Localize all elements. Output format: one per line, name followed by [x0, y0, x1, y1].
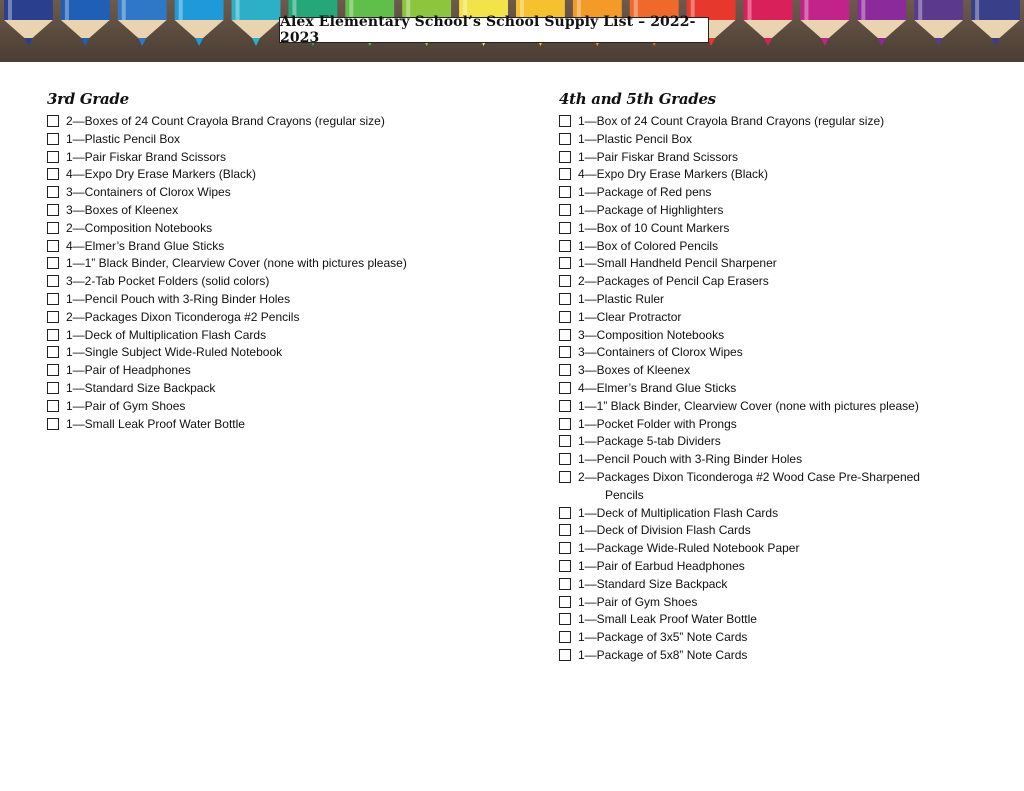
pencil [61, 0, 110, 46]
item-label: 3—Composition Notebooks [578, 327, 725, 342]
list-item [559, 629, 1019, 647]
list-item [559, 398, 1019, 416]
item-label: 1—Deck of Multiplication Flash Cards [578, 505, 779, 520]
item-label: 2—Packages of Pencil Cap Erasers [578, 274, 769, 289]
item-text-wrap [578, 149, 738, 167]
item-label: 1—Standard Size Backpack [578, 576, 728, 591]
item-label: 1—Small Leak Proof Water Bottle [66, 416, 245, 431]
item-label: 2—Boxes of 24 Count Crayola Brand Crayons (regular size) [66, 114, 385, 128]
item-text-wrap [578, 255, 777, 273]
list-item [559, 309, 1019, 327]
list-item [47, 113, 517, 131]
item-label: 1—Pair of Earbud Headphones [578, 558, 745, 573]
grade45-list [559, 113, 1019, 665]
list-item [559, 238, 1019, 256]
item-text-wrap [66, 380, 215, 398]
item-label: 2—Composition Notebooks [66, 220, 213, 235]
checkbox[interactable] [559, 418, 571, 430]
checkbox[interactable] [47, 204, 59, 216]
item-text-wrap [578, 131, 692, 149]
item-label: 1—Package 5-tab Dividers [578, 434, 721, 449]
item-text-wrap [578, 576, 727, 594]
item-label: 4—Expo Dry Erase Markers (Black) [66, 167, 257, 182]
list-item [559, 433, 1019, 451]
list-item [47, 184, 517, 202]
item-label: 3—Boxes of Kleenex [66, 202, 179, 217]
item-text-wrap [578, 273, 769, 291]
checkbox[interactable] [559, 507, 571, 519]
item-text-wrap [578, 558, 745, 576]
checkbox[interactable] [47, 275, 59, 287]
item-text-wrap [578, 594, 697, 612]
item-label: 1—Package of Highlighters [578, 202, 724, 217]
list-item [47, 380, 517, 398]
item-label: 3—Containers of Clorox Wipes [578, 345, 743, 360]
item-text-wrap [66, 255, 407, 273]
item-text-wrap [578, 540, 799, 558]
list-item [559, 149, 1019, 167]
list-item [559, 344, 1019, 362]
item-label: 1—Deck of Multiplication Flash Cards [66, 327, 267, 342]
grade3-heading: 3rd Grade [47, 90, 129, 108]
item-text-wrap [66, 327, 266, 345]
item-text-wrap [66, 291, 290, 309]
item-label: 1—Clear Protractor [578, 309, 682, 324]
item-label: 1—Deck of Division Flash Cards [578, 523, 751, 538]
checkbox[interactable] [559, 471, 571, 483]
item-label: 1—Package of 5x8” Note Cards [578, 647, 748, 662]
pencil [857, 0, 906, 46]
list-item [47, 344, 517, 362]
list-item [559, 184, 1019, 202]
checkbox[interactable] [559, 435, 571, 447]
item-text-wrap [578, 505, 778, 523]
list-item [559, 327, 1019, 345]
checkbox[interactable] [559, 631, 571, 643]
checkbox[interactable] [559, 649, 571, 661]
checkbox[interactable] [47, 293, 59, 305]
item-label: 3—2-Tab Pocket Folders (solid colors) [66, 274, 270, 289]
item-label: 1—Pair Fiskar Brand Scissors [66, 149, 227, 164]
list-item [559, 647, 1019, 665]
item-text-wrap [578, 291, 664, 309]
list-item [559, 594, 1019, 612]
item-text-wrap [578, 166, 768, 184]
checkbox[interactable] [559, 293, 571, 305]
item-label: 1—1” Black Binder, Clearview Cover (none with pictures please) [66, 256, 407, 271]
item-text-wrap [66, 184, 231, 202]
item-label: 1—Package Wide-Ruled Notebook Paper [578, 541, 800, 556]
item-text-wrap [578, 380, 736, 398]
checkbox[interactable] [559, 346, 571, 358]
item-text-wrap [578, 238, 718, 256]
list-item [47, 166, 517, 184]
item-label: 2—Packages Dixon Ticonderoga #2 Wood Case Pre-Sharpened [578, 469, 920, 484]
checkbox[interactable] [47, 346, 59, 358]
item-label: 3—Boxes of Kleenex [578, 363, 691, 378]
item-label: 1—Pencil Pouch with 3-Ring Binder Holes [578, 452, 803, 467]
item-text-wrap [578, 629, 747, 647]
checkbox[interactable] [47, 115, 59, 127]
item-label: 1—Box of 24 Count Crayola Brand Crayons (regular size) [578, 114, 885, 128]
checkbox[interactable] [559, 168, 571, 180]
item-text-wrap [578, 220, 729, 238]
checkbox[interactable] [559, 382, 571, 394]
item-text-wrap [66, 398, 185, 416]
grade45-heading: 4th and 5th Grades [559, 90, 716, 108]
list-item [559, 255, 1019, 273]
item-text-wrap [66, 113, 385, 131]
item-label: 3—Containers of Clorox Wipes [66, 185, 231, 200]
checkbox[interactable] [559, 222, 571, 234]
list-item [559, 131, 1019, 149]
pencil [744, 0, 793, 46]
checkbox[interactable] [559, 311, 571, 323]
item-label: 1—Small Leak Proof Water Bottle [578, 612, 757, 627]
item-label: 4—Elmer’s Brand Glue Sticks [66, 238, 225, 253]
item-text-wrap [578, 451, 802, 469]
list-item [47, 273, 517, 291]
checkbox[interactable] [559, 578, 571, 590]
item-text-wrap [578, 416, 737, 434]
list-item [559, 558, 1019, 576]
item-text-wrap [578, 327, 724, 345]
list-item [47, 149, 517, 167]
list-item [47, 327, 517, 345]
checkbox[interactable] [559, 275, 571, 287]
item-text-wrap [66, 166, 256, 184]
item-text-wrap [578, 469, 920, 505]
checkbox[interactable] [47, 133, 59, 145]
pencil [971, 0, 1020, 46]
checkbox[interactable] [47, 240, 59, 252]
item-label: 1—Standard Size Backpack [66, 380, 216, 395]
checkbox[interactable] [47, 311, 59, 323]
list-item [559, 362, 1019, 380]
checkbox[interactable] [47, 257, 59, 269]
checkbox[interactable] [559, 613, 571, 625]
list-item [47, 362, 517, 380]
item-text-wrap [66, 273, 269, 291]
item-label: 1—Pair of Gym Shoes [578, 594, 698, 609]
list-item [559, 113, 1019, 131]
item-label: 1—Package of 3x5” Note Cards [578, 630, 748, 645]
item-text-wrap [578, 309, 681, 327]
pencil [118, 0, 167, 46]
checkbox[interactable] [47, 364, 59, 376]
checkbox[interactable] [559, 133, 571, 145]
checkbox[interactable] [559, 542, 571, 554]
item-text-wrap [66, 344, 282, 362]
checkbox[interactable] [559, 364, 571, 376]
list-item [559, 166, 1019, 184]
list-item [559, 469, 1019, 505]
checkbox[interactable] [559, 257, 571, 269]
item-text-wrap [578, 344, 743, 362]
checkbox[interactable] [559, 329, 571, 341]
list-item [559, 202, 1019, 220]
grade45-column [559, 88, 1019, 665]
pencil [232, 0, 281, 46]
item-text-wrap [578, 398, 919, 416]
list-item [559, 505, 1019, 523]
list-item [559, 451, 1019, 469]
list-item [559, 220, 1019, 238]
item-text-wrap [578, 113, 884, 131]
grade3-column [47, 88, 517, 433]
item-text-wrap [578, 611, 757, 629]
item-label: 1—Package of Red pens [578, 185, 712, 200]
item-label: 1—Plastic Ruler [578, 291, 665, 306]
checkbox[interactable] [47, 186, 59, 198]
item-text-wrap [66, 362, 191, 380]
checkbox[interactable] [559, 151, 571, 163]
pencil [4, 0, 53, 46]
list-item [559, 291, 1019, 309]
item-text-wrap [578, 362, 690, 380]
list-item [47, 202, 517, 220]
checkbox[interactable] [559, 400, 571, 412]
item-label: 1—Pencil Pouch with 3-Ring Binder Holes [66, 291, 291, 306]
list-item [559, 416, 1019, 434]
grade3-list [47, 113, 517, 433]
checkbox[interactable] [47, 418, 59, 430]
pencil [175, 0, 224, 46]
checkbox[interactable] [559, 596, 571, 608]
list-item [559, 576, 1019, 594]
item-text-wrap [578, 647, 747, 665]
checkbox[interactable] [559, 186, 571, 198]
item-label-continuation: Pencils [605, 487, 644, 502]
checkbox[interactable] [559, 560, 571, 572]
item-label: 1—Pair of Gym Shoes [66, 398, 186, 413]
item-label: 1—Box of 10 Count Markers [578, 220, 730, 235]
item-text-wrap [578, 184, 711, 202]
item-label: 1—1” Black Binder, Clearview Cover (none with pictures please) [578, 398, 919, 413]
item-label: 1—Plastic Pencil Box [578, 131, 693, 146]
list-item [47, 255, 517, 273]
item-label: 1—Box of Colored Pencils [578, 238, 719, 253]
item-text-wrap [66, 416, 245, 434]
checkbox[interactable] [47, 222, 59, 234]
item-label: 4—Expo Dry Erase Markers (Black) [578, 167, 769, 182]
list-item [47, 238, 517, 256]
item-label: 2—Packages Dixon Ticonderoga #2 Pencils [66, 309, 300, 324]
pencil [914, 0, 963, 46]
item-text-wrap [578, 433, 721, 451]
checkbox[interactable] [559, 115, 571, 127]
list-item [47, 131, 517, 149]
checkbox[interactable] [47, 168, 59, 180]
item-text-wrap [66, 131, 180, 149]
item-text-wrap [66, 202, 178, 220]
list-item [559, 611, 1019, 629]
list-item [47, 416, 517, 434]
item-label: 1—Small Handheld Pencil Sharpener [578, 256, 777, 271]
item-text-wrap [578, 202, 723, 220]
checkbox[interactable] [47, 329, 59, 341]
list-item [47, 291, 517, 309]
checkbox[interactable] [559, 204, 571, 216]
list-item [559, 522, 1019, 540]
item-text-wrap [578, 522, 751, 540]
item-label: 1—Pocket Folder with Prongs [578, 416, 737, 431]
item-label: 4—Elmer’s Brand Glue Sticks [578, 380, 737, 395]
checkbox[interactable] [559, 524, 571, 536]
item-label: 1—Plastic Pencil Box [66, 131, 181, 146]
item-label: 1—Pair of Headphones [66, 363, 191, 378]
item-label: 1—Pair Fiskar Brand Scissors [578, 149, 739, 164]
item-label: 1—Single Subject Wide-Ruled Notebook [66, 345, 283, 360]
checkbox[interactable] [559, 240, 571, 252]
checkbox[interactable] [47, 400, 59, 412]
list-item [47, 398, 517, 416]
checkbox[interactable] [47, 382, 59, 394]
page-title: Alex Elementary School’s School Supply List – 2022-2023 [279, 17, 709, 43]
item-text-wrap [66, 238, 224, 256]
item-text-wrap [66, 309, 299, 327]
pencil [800, 0, 849, 46]
item-text-wrap [66, 220, 212, 238]
list-item [559, 540, 1019, 558]
checkbox[interactable] [47, 151, 59, 163]
list-item [559, 273, 1019, 291]
list-item [47, 220, 517, 238]
list-item [47, 309, 517, 327]
checkbox[interactable] [559, 453, 571, 465]
item-text-wrap [66, 149, 226, 167]
list-item [559, 380, 1019, 398]
